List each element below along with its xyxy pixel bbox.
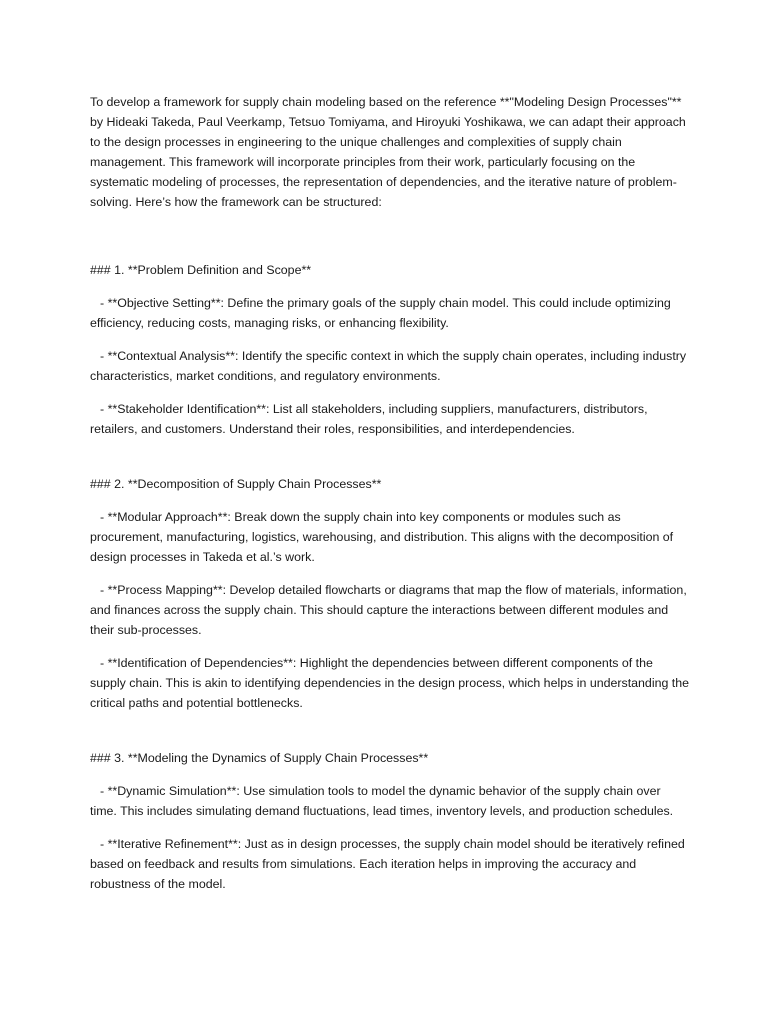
list-item-text: - **Process Mapping**: Develop detailed flowcharts or diagrams that map the flow of materials, information, and finances across the supply chain. This should capture the interactions between different modules and their sub-processes. bbox=[90, 583, 687, 637]
list-item-text: - **Identification of Dependencies**: Highlight the dependencies between different components of the supply chain. This is akin to identifying dependencies in the design process, which helps in understanding the critical paths and potential bottlenecks. bbox=[90, 656, 690, 710]
section-1 bbox=[90, 260, 690, 439]
list-item-text: - **Modular Approach**: Break down the supply chain into key components or modules such as procurement, manufacturing, logistics, warehousing, and distribution. This aligns with the decomposition of design processes in Takeda et al.’s work. bbox=[90, 510, 674, 564]
list-item bbox=[90, 507, 690, 567]
intro-paragraph: To develop a framework for supply chain modeling based on the reference **"Modeling Design Processes"** by Hideaki Takeda, Paul Veerkamp, Tetsuo Tomiyama, and Hiroyuki Yoshikawa, we can adapt their approach to the design processes in engineering to the unique challenges and complexities of supply chain management. This framework will incorporate principles from their work, particularly focusing on the systematic modeling of processes, the representation of dependencies, and the iterative nature of problem-solving. Here’s how the framework can be structured: bbox=[90, 95, 686, 209]
list-item bbox=[90, 399, 690, 439]
section-heading: ### 3. **Modeling the Dynamics of Supply Chain Processes** bbox=[90, 751, 429, 765]
list-item bbox=[90, 834, 690, 894]
document-page bbox=[90, 92, 690, 907]
section-heading: ### 1. **Problem Definition and Scope** bbox=[90, 263, 312, 277]
list-item-text: - **Iterative Refinement**: Just as in design processes, the supply chain model should be iteratively refined based on feedback and results from simulations. Each iteration helps in improving the accuracy and robustness of the model. bbox=[90, 837, 685, 891]
list-item-text: - **Stakeholder Identification**: List all stakeholders, including suppliers, manufacturers, distributors, retailers, and customers. Understand their roles, responsibilities, and interdependencies. bbox=[90, 402, 648, 436]
list-item bbox=[90, 781, 690, 821]
list-item bbox=[90, 346, 690, 386]
list-item bbox=[90, 580, 690, 640]
list-item bbox=[90, 653, 690, 713]
section-3 bbox=[90, 748, 690, 894]
list-item-text: - **Dynamic Simulation**: Use simulation tools to model the dynamic behavior of the supply chain over time. This includes simulating demand fluctuations, lead times, inventory levels, and production schedules. bbox=[90, 784, 674, 818]
list-item-text: - **Contextual Analysis**: Identify the specific context in which the supply chain operates, including industry characteristics, market conditions, and regulatory environments. bbox=[90, 349, 687, 383]
list-item-text: - **Objective Setting**: Define the primary goals of the supply chain model. This could include optimizing efficiency, reducing costs, managing risks, or enhancing flexibility. bbox=[90, 296, 671, 330]
list-item bbox=[90, 293, 690, 333]
section-heading: ### 2. **Decomposition of Supply Chain Processes** bbox=[90, 477, 382, 491]
section-2 bbox=[90, 474, 690, 713]
